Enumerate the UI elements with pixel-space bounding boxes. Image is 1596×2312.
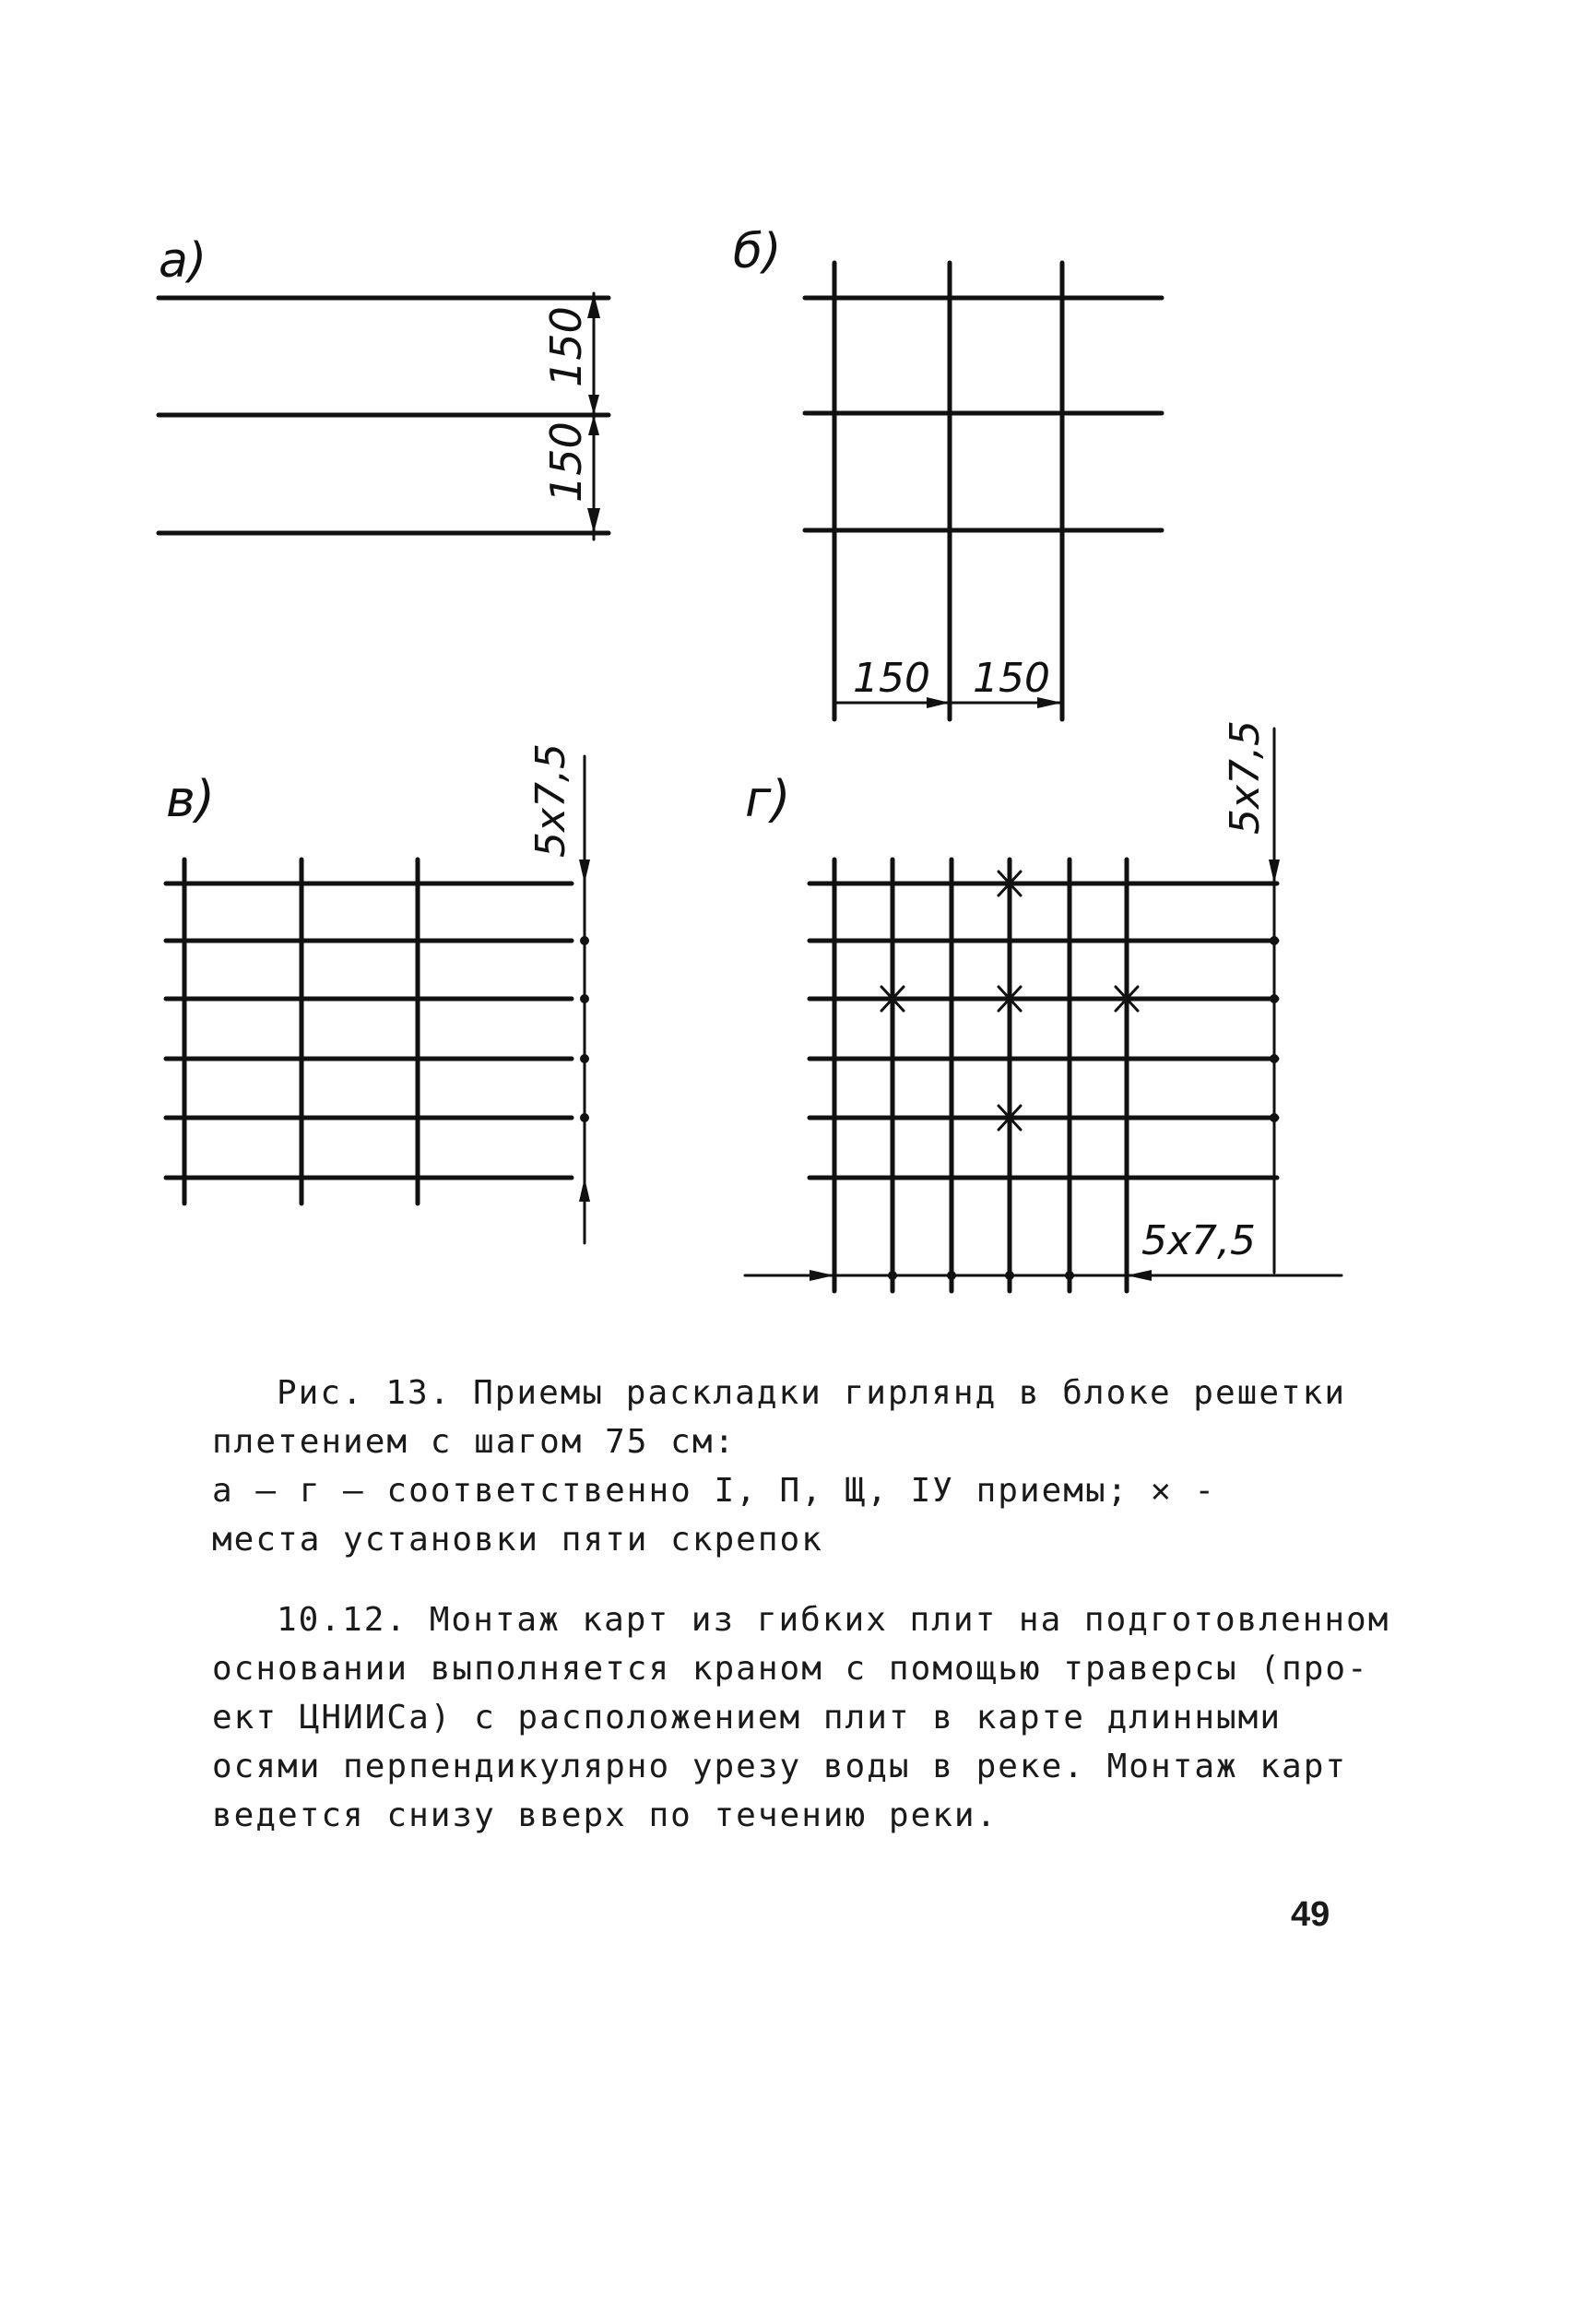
panel-g-arrow-right [1127,1270,1152,1281]
paragraph-line-4: осями перпендикулярно урезу воды в реке. Монтаж карт [212,1748,1348,1785]
panel-a-arrow-mid-up [588,395,599,415]
panel-a-arrow-bottom [587,508,600,533]
caption-line-4: места установки пяти скрепок [212,1521,823,1559]
panel-g-cross-lines [834,860,1127,1291]
panel-b-dim-left: 150 [853,655,930,702]
panel-a-dim-bottom: 150 [541,421,591,503]
panel-v-garlands [166,883,572,1178]
page-number: 49 [1291,1895,1330,1934]
panel-g [745,720,1342,1291]
paragraph-line-2: основании выполняется краном с помощью траверсы (про- [212,1650,1369,1688]
panel-g-arrow-top [1269,860,1280,883]
panel-b-dim-right: 150 [973,655,1050,702]
panel-v-arrow-bottom [579,1178,590,1202]
panel-g-arrow-left [810,1270,834,1281]
panel-v-cross-lines [184,860,418,1203]
panel-g-dim-vertical: 5x7,5 [1222,719,1269,835]
panel-a-label: а) [159,233,207,289]
caption-line-2: плетением с шагом 75 см: [212,1423,737,1461]
panel-a [159,233,609,539]
caption-line-3: а – г – соответственно I, П, Щ, IУ приемы; ✕ - [212,1472,1216,1510]
panel-v-arrow-top [579,860,590,883]
caption-line-1: Рис. 13. Приемы раскладки гирлянд в блоке решетки [277,1374,1347,1412]
panel-a-dim-top: 150 [541,306,591,387]
panel-v-dim: 5x7,5 [527,742,574,858]
paragraph-line-3: ект ЦНИИСа) с расположением плит в карте длинными [212,1699,1283,1737]
panel-g-dim-horizontal: 5x7,5 [1141,1217,1257,1264]
panel-b-label: б) [733,224,782,279]
panel-b [733,224,1162,719]
panel-g-garlands [810,883,1277,1178]
panel-v [166,743,590,1243]
paragraph-line-1: 10.12. Монтаж карт из гибких плит на подготовленном [277,1601,1390,1639]
paragraph-line-5: ведется снизу вверх по течению реки. [212,1796,999,1834]
panel-v-label: в) [166,770,215,828]
panel-g-label: г) [745,770,791,828]
